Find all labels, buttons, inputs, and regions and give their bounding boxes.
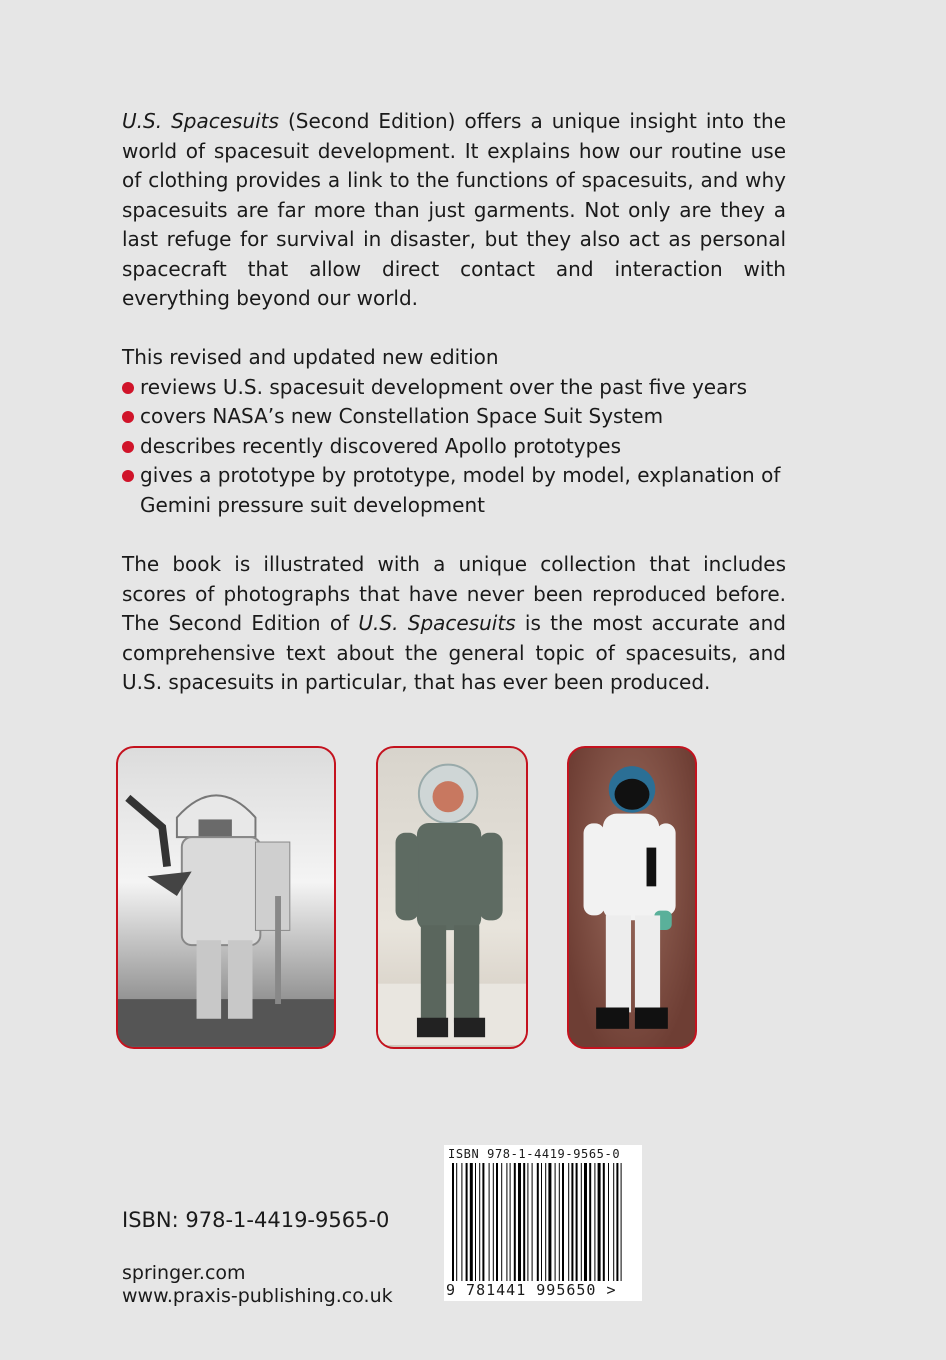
edition-features [122, 343, 786, 520]
pressure-suit-figure-icon [378, 748, 526, 1047]
list-item: gives a prototype by prototype, model by model, explanation of Gemini pressure suit development [122, 461, 786, 520]
bullet-dot-icon [122, 470, 134, 482]
closing-paragraph: The book is illustrated with a unique collection that includes scores of photographs that have never been reproduced before. The Second Edition of U.S. Spacesuits is the most accurate and comprehensive text about the general topic of spacesuits, and U.S. spacesuits in particular, that has ever been produced. [122, 552, 786, 694]
publisher-url: www.praxis-publishing.co.uk [122, 1285, 393, 1307]
photo-white-suit [567, 746, 697, 1049]
list-item: covers NASA’s new Constellation Space Suit System [122, 402, 786, 432]
list-item: reviews U.S. spacesuit development over the past five years [122, 373, 786, 403]
publisher-url: springer.com [122, 1262, 246, 1284]
isbn-barcode [444, 1145, 642, 1301]
barcode-caption: ISBN 978-1-4419-9565-0 [448, 1147, 621, 1161]
barcode-digits: 9 781441 995650 > [446, 1281, 617, 1299]
feature-list [122, 373, 786, 521]
book-title: U.S. Spacesuits [122, 109, 279, 133]
bullet-dot-icon [122, 441, 134, 453]
book-title: U.S. Spacesuits [358, 611, 516, 635]
white-suit-figure-icon [569, 748, 695, 1047]
photo-vintage-hard-suit [116, 746, 336, 1049]
photo-pressure-suit [376, 746, 528, 1049]
bullet-dot-icon [122, 411, 134, 423]
intro-paragraph [122, 107, 786, 314]
features-lead: This revised and updated new edition [122, 345, 499, 369]
bullet-dot-icon [122, 382, 134, 394]
list-item: describes recently discovered Apollo prototypes [122, 432, 786, 462]
hard-suit-figure-icon [118, 748, 334, 1047]
intro-text: (Second Edition) offers a unique insight into the world of spacesuit development. It explains how our routine use of clothing provides a link to the functions of spacesuits, and why spacesuits are far more than just garments. Not only are they a last refuge for survival in disaster, but they also act as personal spacecraft that allow direct contact and interaction with everything beyond our world. [122, 109, 786, 310]
barcode-bars-icon [446, 1163, 632, 1281]
isbn-number: ISBN: 978-1-4419-9565-0 [122, 1208, 390, 1232]
